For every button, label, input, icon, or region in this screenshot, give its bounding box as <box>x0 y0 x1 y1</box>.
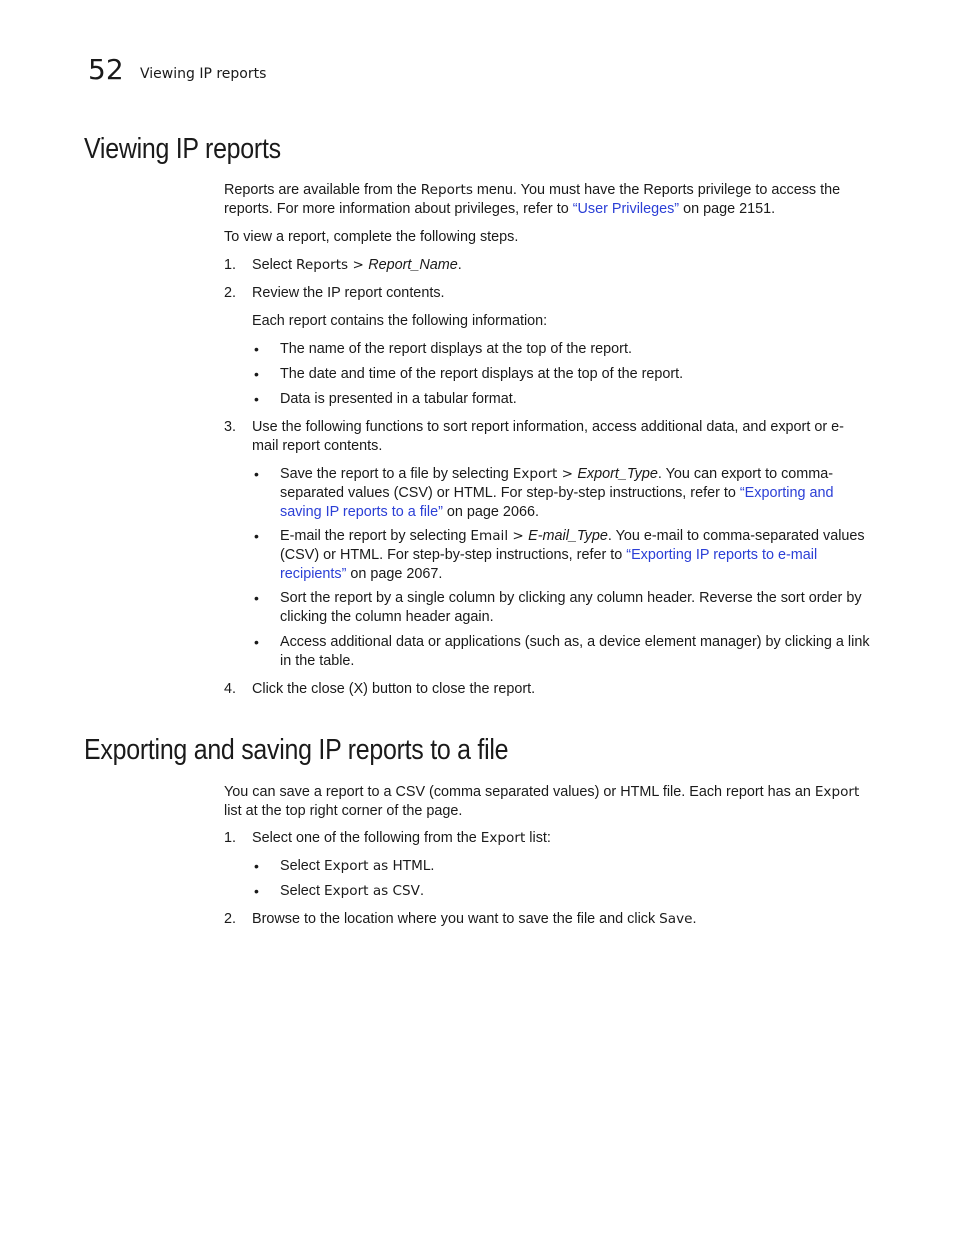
bullet-marker: • <box>254 634 259 650</box>
section-heading-viewing-ip-reports: Viewing IP reports <box>84 133 281 165</box>
list-item: Access additional data or applications (such as, a device element manager) by clicking a link in the table. <box>280 634 870 669</box>
link-user-privileges[interactable]: “User Privileges” <box>572 200 680 217</box>
step-2-text: Review the IP report contents. <box>252 285 445 301</box>
steps-lead: To view a report, complete the following steps. <box>224 229 519 245</box>
list-item: The date and time of the report displays at the top of the report. <box>280 366 684 382</box>
link-exporting-email[interactable]: “Exporting IP reports to e-mail recipients” <box>280 546 818 582</box>
step-number: 2. <box>224 285 237 301</box>
list-item: Select Export as CSV. <box>280 883 424 899</box>
bullet-marker: • <box>254 391 259 407</box>
section-heading-exporting: Exporting and saving IP reports to a file <box>84 734 509 766</box>
step-number: 1. <box>224 257 237 273</box>
step-number: 1. <box>224 830 237 846</box>
list-item: Data is presented in a tabular format. <box>280 391 517 407</box>
bullet-marker: • <box>254 590 259 606</box>
step-1-text: Select Reports > Report_Name. <box>252 257 462 273</box>
link-exporting-saving[interactable]: “Exporting and saving IP reports to a file” <box>280 484 834 520</box>
bullet-marker: • <box>254 528 259 544</box>
list-item: The name of the report displays at the top of the report. <box>280 341 632 357</box>
step-3-text: Use the following functions to sort report information, access additional data, and export or e-mail report contents. <box>252 419 844 454</box>
step-number: 2. <box>224 911 237 927</box>
list-item: Select Export as HTML. <box>280 858 435 874</box>
step-2-subtext: Each report contains the following information: <box>252 313 548 329</box>
bullet-marker: • <box>254 366 259 382</box>
list-item: E-mail the report by selecting Email > E-mail_Type. You e-mail to comma-separated values (CSV) or HTML. For step-by-step instructions, refer to “Exporting IP reports to e-mail recipients” on page 2067. <box>280 528 865 582</box>
export-intro-paragraph: You can save a report to a CSV (comma separated values) or HTML file. Each report has an Export list at the top right corner of the page. <box>224 784 860 819</box>
bullet-marker: • <box>254 883 259 899</box>
chapter-number: 52 <box>88 53 124 86</box>
bullet-marker: • <box>254 858 259 874</box>
list-item: Save the report to a file by selecting Export > Export_Type. You can export to comma-separated values (CSV) or HTML. For step-by-step instructions, refer to “Exporting and saving IP reports to a file” on page 2066. <box>280 466 834 520</box>
bullet-marker: • <box>254 341 259 357</box>
step-number: 3. <box>224 419 237 435</box>
bullet-marker: • <box>254 466 259 482</box>
step-number: 4. <box>224 681 237 697</box>
list-item: Sort the report by a single column by clicking any column header. Reverse the sort order by clicking the column header again. <box>280 590 862 625</box>
export-step-2-text: Browse to the location where you want to save the file and click Save. <box>252 911 697 927</box>
intro-paragraph: Reports are available from the Reports menu. You must have the Reports privilege to access the reports. For more information about privileges, refer to “User Privileges” on page 2151. <box>224 182 841 217</box>
export-step-1-text: Select one of the following from the Export list: <box>252 830 551 846</box>
chapter-title: Viewing IP reports <box>140 66 267 82</box>
step-4-text: Click the close (X) button to close the report. <box>252 681 536 697</box>
